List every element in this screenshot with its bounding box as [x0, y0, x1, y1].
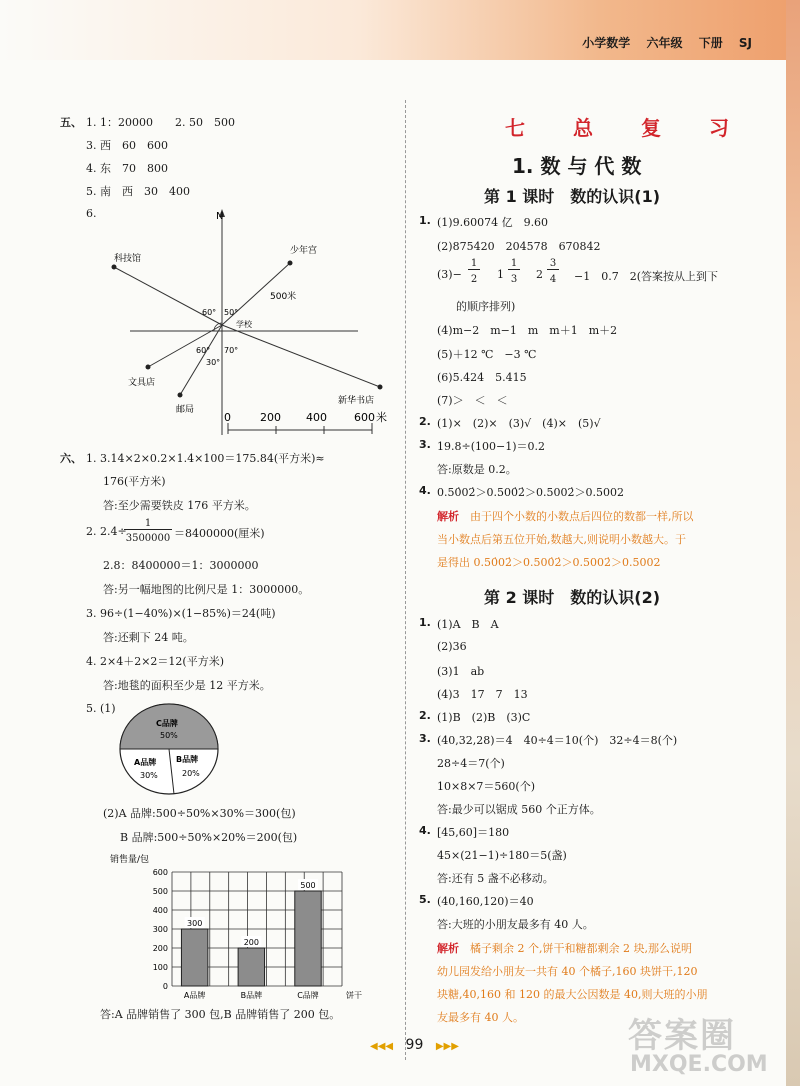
r1-number: 1. — [419, 616, 431, 629]
q4-number: 4. — [419, 484, 431, 497]
next-arrows-icon: ▶▶▶ — [435, 1041, 459, 1052]
q1-d: (4)m−2 m−1 m m＋1 m＋2 — [437, 324, 618, 337]
mixed2-whole: 1 — [497, 268, 504, 281]
watermark-logo: 答案圈 — [628, 1016, 736, 1056]
bookstore-label: 新华书店 — [338, 396, 375, 406]
map-scale-bar — [224, 410, 387, 434]
s6-answer3: 答:还剩下 24 吨。 — [103, 631, 194, 644]
analysis1-label: 解析 — [437, 510, 459, 523]
s6-line1b: 176(平方米) — [103, 475, 166, 488]
q1-number: 1. — [419, 214, 431, 227]
frac1-num: 1 — [468, 258, 480, 270]
data-label: 200 — [243, 938, 259, 947]
bar-chart — [110, 852, 360, 1002]
bookstore-point — [378, 385, 383, 390]
analysis1-line3: 是得出 0.50̇02̇＞0.500̇2̇＞0.5002̇＞0.5002 — [437, 556, 661, 569]
q2-number: 2. — [419, 415, 431, 428]
pie-label-c: C品牌 — [156, 719, 178, 728]
category-label: B品牌 — [240, 991, 263, 1000]
angle-50: 50° — [224, 308, 239, 317]
r1-a: (1)A B A — [437, 618, 499, 631]
angle-70: 70° — [224, 346, 239, 355]
angle-30: 30° — [206, 358, 221, 367]
pie-chart — [118, 702, 222, 796]
section-5-label: 五、 — [60, 116, 82, 129]
q1-c2: 的顺序排列) — [456, 300, 516, 313]
final-answer: 答:A 品牌销售了 300 包,B 品牌销售了 200 包。 — [100, 1008, 341, 1021]
r2-number: 2. — [419, 709, 431, 722]
page-edge — [786, 0, 800, 1086]
r4-a: [45,60]＝180 — [437, 826, 510, 839]
fraction-denominator: 3500000 — [125, 533, 171, 544]
post-point — [178, 393, 183, 398]
pie-label-b: B品牌 — [176, 755, 199, 764]
s5-line1: 1. 1：20000 2. 50 500 — [86, 116, 235, 129]
frac3-num: 3 — [547, 258, 559, 270]
s5-line5: 5. 南 西 30 400 — [86, 185, 190, 198]
y-tick-label: 0 — [162, 982, 168, 991]
s6-answer1: 答:至少需要铁皮 176 平方米。 — [103, 499, 256, 512]
r3-number: 3. — [419, 732, 431, 745]
s5-line6: 6. — [86, 207, 97, 220]
s5-line3: 3. 西 60 600 — [86, 139, 168, 152]
analysis2-line2: 幼儿园发给小朋友一共有 40 个橘子,160 块饼干,120 — [437, 965, 698, 978]
r2-text: (1)B (2)B (3)C — [437, 711, 531, 724]
chart-ylabel: 销售量/包 — [110, 855, 150, 865]
r4-b: 45×(21−1)÷180＝5(盏) — [437, 849, 567, 862]
analysis1-line2: 当小数点后第五位开始,数越大,则说明小数越大。于 — [437, 533, 686, 546]
y-tick-label: 600 — [152, 868, 168, 877]
scale-200: 200 — [260, 411, 281, 424]
museum-label: 科技馆 — [114, 254, 142, 264]
r4-number: 4. — [419, 824, 431, 837]
s6-answer4: 答:地毯的面积至少是 12 平方米。 — [103, 679, 271, 692]
watermark-url: MXQE.COM — [630, 1052, 768, 1077]
y-tick-label: 400 — [152, 906, 168, 915]
q1-a: (1)9.60074 亿 9.60 — [437, 216, 549, 229]
y-tick-label: 300 — [152, 925, 168, 934]
bar-1 — [181, 929, 207, 986]
angle-60b: 60° — [196, 346, 211, 355]
r3-answer: 答:最少可以锯成 560 个正方体。 — [437, 803, 601, 816]
q3-answer: 答:原数是 0.2。 — [437, 463, 517, 476]
frac1-den: 2 — [470, 274, 478, 285]
r3-c: 10×8×7＝560(个) — [437, 780, 536, 793]
analysis2-line3: 块糖,40,160 和 120 的最大公因数是 40,则大班的小朋 — [437, 988, 708, 1001]
s6-line2a: 2. 2.4÷ — [86, 525, 127, 538]
page-header — [0, 0, 800, 60]
q3-text: 19.8÷(100−1)＝0.2 — [437, 440, 545, 453]
school-label: 学校 — [236, 320, 252, 329]
pie-label-a: A品牌 — [134, 758, 157, 767]
north-label: N — [216, 211, 224, 222]
q1-c-post: −1 0.7 2(答案按从上到下 — [574, 270, 718, 283]
youth-palace-label: 少年宫 — [290, 246, 318, 256]
r1-c: (3)1 ab — [437, 665, 485, 678]
r3-b: 28÷4＝7(个) — [437, 757, 505, 770]
scale-600: 600 — [354, 411, 375, 424]
category-label: C品牌 — [297, 991, 319, 1000]
y-tick-label: 100 — [152, 963, 168, 972]
pie-value-a: 30% — [140, 771, 158, 780]
scale-400: 400 — [306, 411, 327, 424]
mixed3-whole: 2 — [536, 268, 543, 281]
lesson1-title: 第 1 课时 数的认识(1) — [484, 187, 661, 206]
s6-line1a: 1. 3.14×2×0.2×1.4×100＝175.84(平方米)≈ — [86, 452, 325, 465]
s6-answer2: 答:另一幅地图的比例尺是 1：3000000。 — [103, 583, 310, 596]
direction-map — [110, 205, 400, 445]
lesson2-title: 第 2 课时 数的认识(2) — [484, 588, 661, 607]
q4-text: 0.50̇02̇＞0.500̇2̇＞0.5002̇＞0.5002 — [437, 486, 624, 499]
chart-xlabel: 饼干 — [346, 991, 362, 1000]
category-label: A品牌 — [183, 991, 206, 1000]
data-label: 300 — [187, 919, 203, 928]
distance-label: 500米 — [270, 292, 297, 302]
bar-2 — [238, 948, 264, 986]
r1-d: (4)3 17 7 13 — [437, 688, 528, 701]
y-tick-label: 200 — [152, 944, 168, 953]
r5-number: 5. — [419, 893, 431, 906]
r3-a: (40,32,28)＝4 40÷4＝10(个) 32÷4＝8(个) — [437, 734, 678, 747]
scale-unit: 米 — [376, 411, 387, 424]
angle-60: 60° — [202, 308, 217, 317]
analysis2-label: 解析 — [437, 942, 459, 955]
r5-answer: 答:大班的小朋友最多有 40 人。 — [437, 918, 594, 931]
stationery-label: 文具店 — [128, 378, 156, 388]
s6-line2b: ＝8400000(厘米) — [174, 527, 265, 540]
header-edition: SJ — [738, 36, 752, 50]
s6-line3: 3. 96÷(1−40%)×(1−85%)＝24(吨) — [86, 607, 276, 620]
header-volume: 下册 — [698, 36, 723, 50]
r4-answer: 答:还有 5 盏不必移动。 — [437, 872, 554, 885]
column-divider — [405, 100, 406, 1060]
analysis1-line1: 由于四个小数的小数点后四位的数都一样,所以 — [470, 510, 694, 523]
s6-line4: 4. 2×4＋2×2＝12(平方米) — [86, 655, 224, 668]
frac2-den: 3 — [510, 274, 518, 285]
prev-arrows-icon: ◀◀◀ — [370, 1041, 394, 1052]
header-text — [570, 34, 752, 51]
r1-b: (2)36 — [437, 640, 467, 653]
page-footer — [370, 1037, 459, 1053]
museum-point — [112, 265, 117, 270]
line-bookstore — [222, 325, 380, 387]
s6-line5-2a: (2)A 品牌:500÷50%×30%＝300(包) — [103, 807, 296, 820]
stationery-point — [146, 365, 151, 370]
analysis2-line1: 橘子剩余 2 个,饼干和糖都剩余 2 块,那么说明 — [470, 942, 692, 955]
data-label: 500 — [300, 881, 316, 890]
q1-b: (2)875420 204578 670842 — [437, 240, 601, 253]
q1-g: (7)＞ ＜ ＜ — [437, 394, 508, 407]
q1-c-prefix: (3)− — [437, 268, 462, 281]
scale-0: 0 — [224, 411, 231, 424]
post-label: 邮局 — [176, 405, 195, 415]
q1-e: (5)＋12 ℃ −3 ℃ — [437, 348, 537, 361]
section-title: 1. 数 与 代 数 — [512, 154, 642, 178]
s6-line5: 5. (1) — [86, 702, 116, 715]
q3-number: 3. — [419, 438, 431, 451]
frac2-num: 1 — [508, 258, 520, 270]
s6-line5-2b: B 品牌:500÷50%×20%＝200(包) — [120, 831, 298, 844]
r5-a: (40,160,120)＝40 — [437, 895, 534, 908]
q2-text: (1)× (2)× (3)√ (4)× (5)√ — [437, 417, 601, 430]
chapter-title: 七 总 复 习 — [505, 116, 743, 140]
s5-line4: 4. 东 70 800 — [86, 162, 168, 175]
fraction-numerator: 1 — [124, 518, 172, 530]
q1-f: (6)5.424 5.415 — [437, 371, 527, 384]
pie-value-c: 50% — [160, 731, 178, 740]
analysis2-line4: 友最多有 40 人。 — [437, 1011, 524, 1024]
y-tick-label: 500 — [152, 887, 168, 896]
pie-value-b: 20% — [182, 769, 200, 778]
header-subject: 小学数学 — [582, 36, 631, 50]
s6-line2c: 2.8：8400000＝1：3000000 — [103, 559, 259, 572]
section-6-label: 六、 — [60, 452, 82, 465]
header-grade: 六年级 — [646, 36, 683, 50]
frac3-den: 4 — [549, 274, 557, 285]
bar-3 — [295, 891, 321, 986]
youth-palace-point — [288, 261, 293, 266]
page-number: 99 — [405, 1037, 424, 1053]
